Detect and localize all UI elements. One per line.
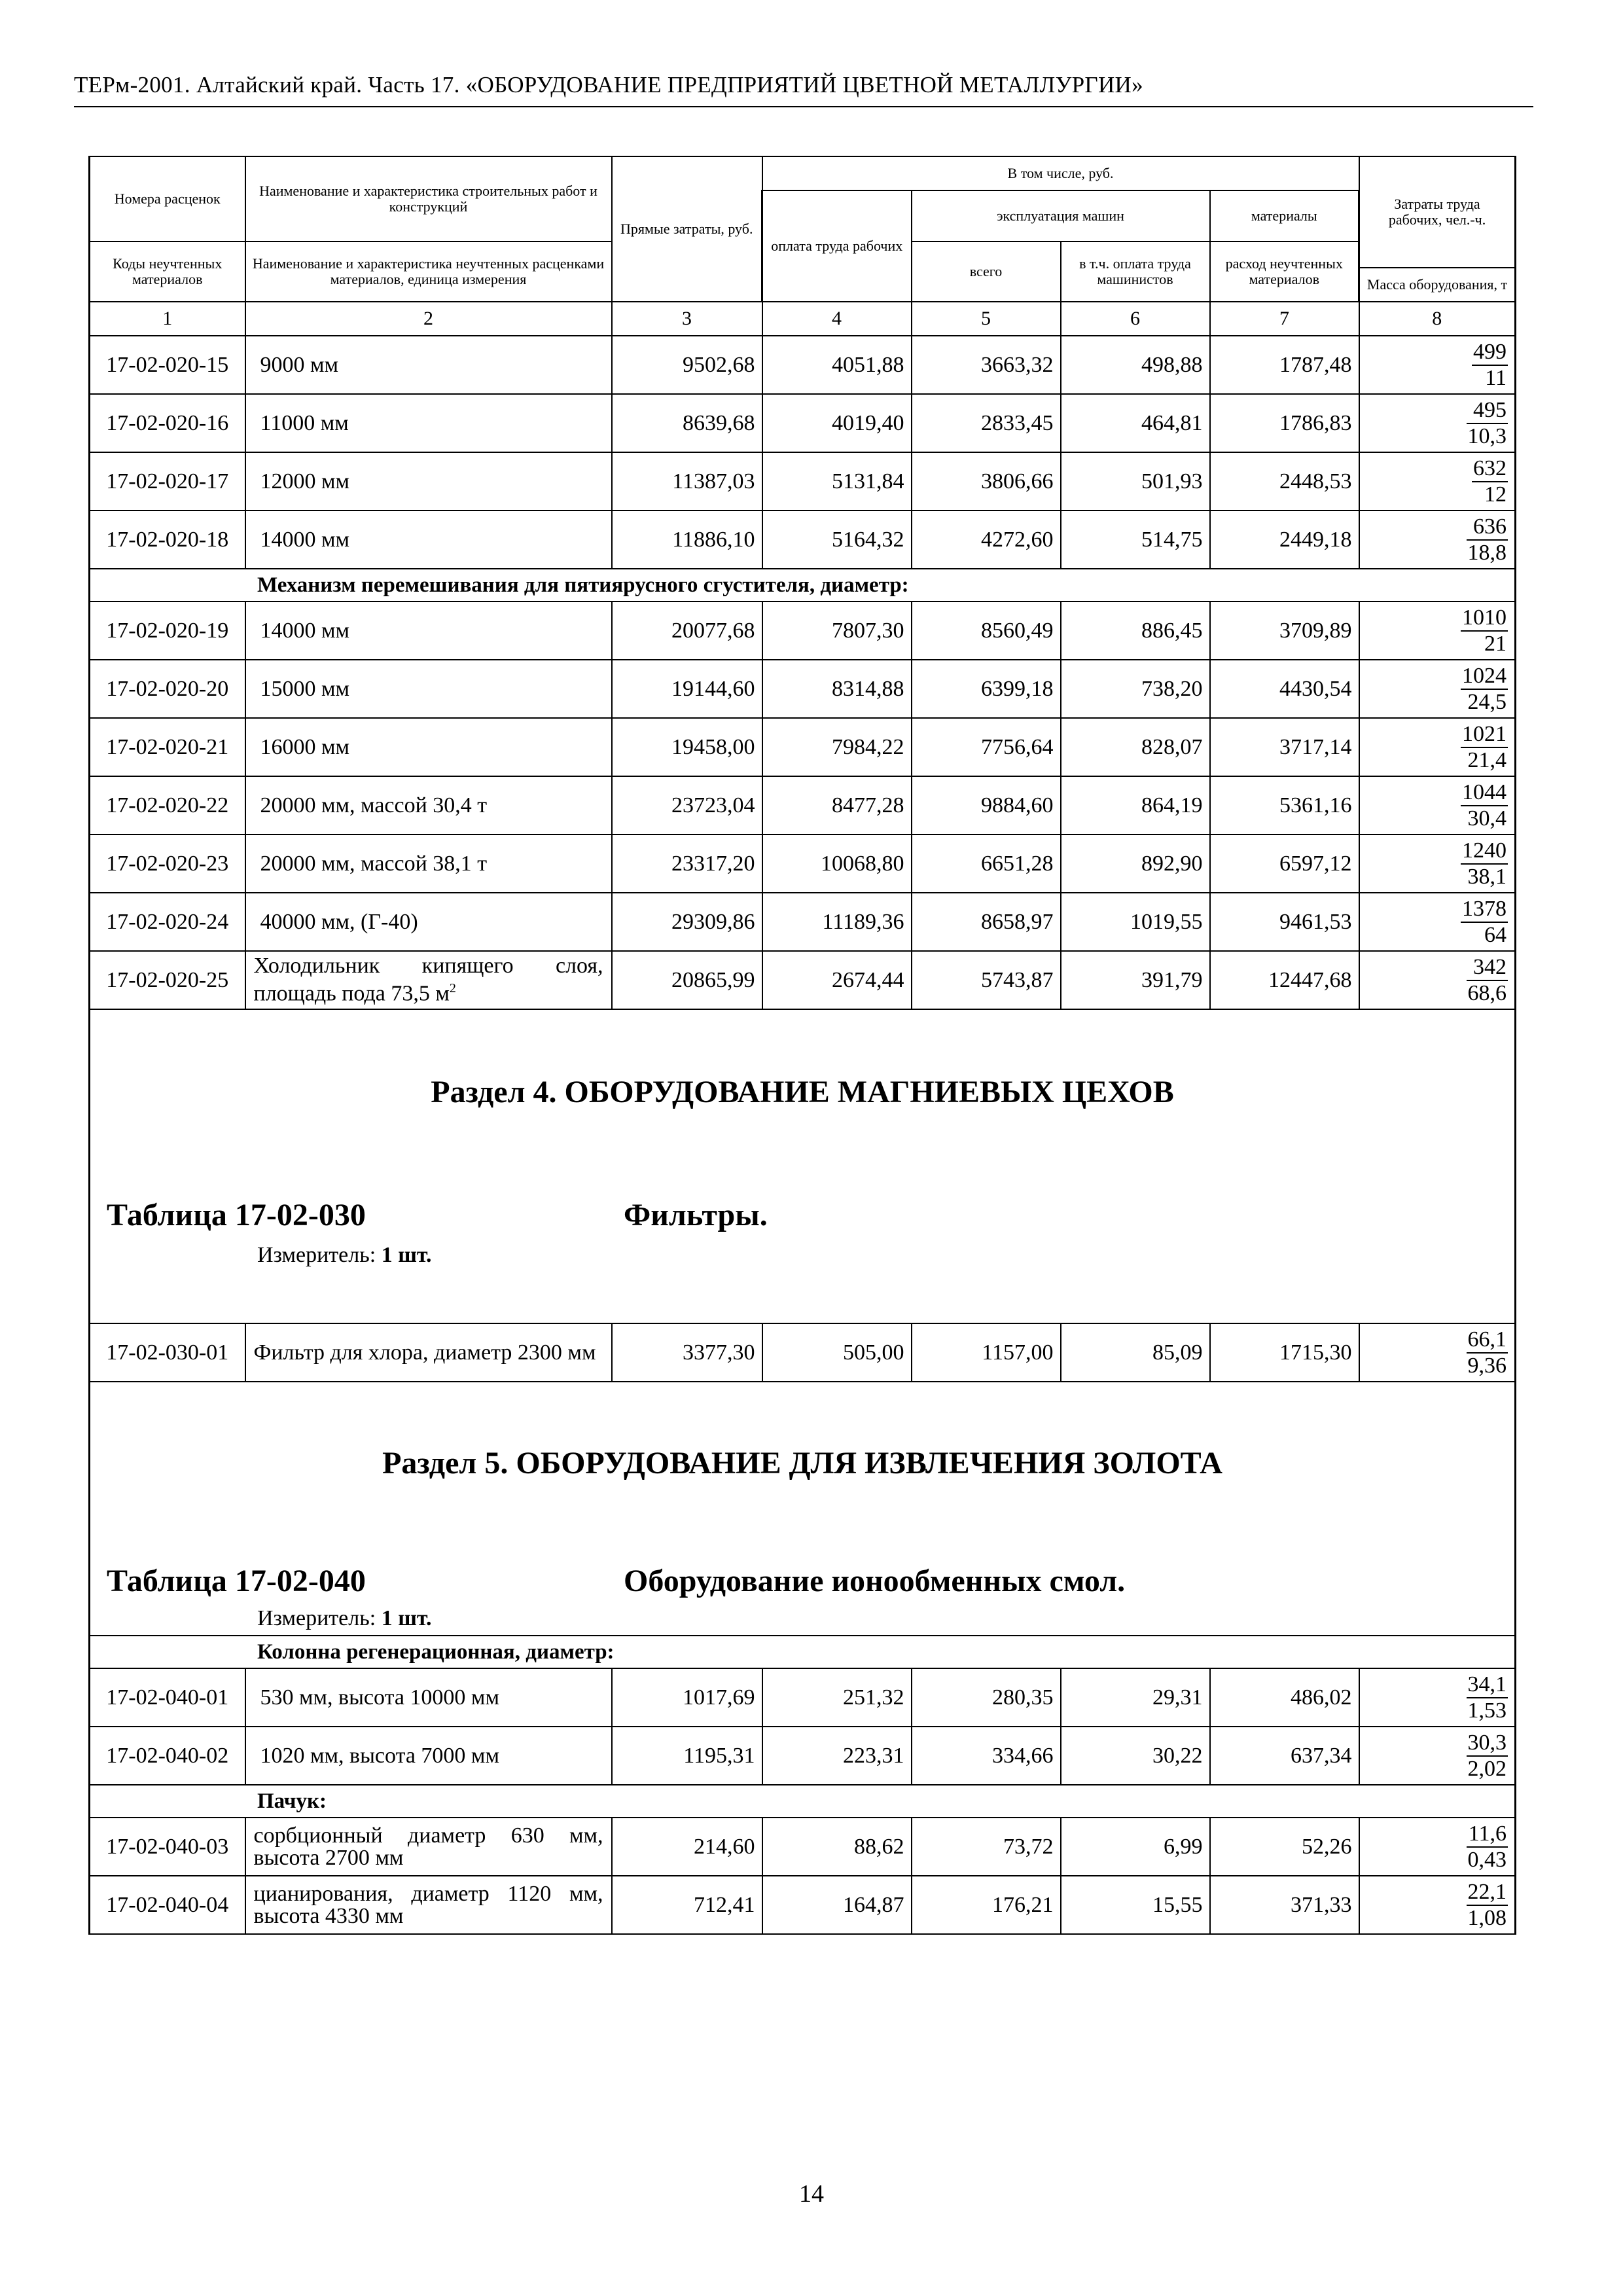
- row-machines-labor: 464,81: [1061, 394, 1210, 452]
- hdr-name: Наименование и характеристика строительных работ и конструкций: [245, 156, 612, 242]
- row-name: 20000 мм, массой 30,4 т: [245, 776, 612, 834]
- row-name: 530 мм, высота 10000 мм: [245, 1668, 612, 1727]
- section-4-block: [90, 1009, 1516, 1323]
- row-labor-mass: $\frac{22,1}{1,08}$: [1359, 1876, 1516, 1934]
- row-materials: 486,02: [1210, 1668, 1359, 1727]
- hdr-codes: Номера расценок: [90, 156, 245, 242]
- row-machines-labor: 29,31: [1061, 1668, 1210, 1727]
- hdr-machines: эксплуатация машин: [912, 190, 1210, 242]
- row-direct: 19458,00: [612, 718, 762, 776]
- subhead-row: [90, 1785, 1516, 1818]
- section-5-block: [90, 1382, 1516, 1636]
- row-direct: 712,41: [612, 1876, 762, 1934]
- price-table: [88, 156, 1516, 1935]
- row-direct: 19144,60: [612, 660, 762, 718]
- table-row: [90, 601, 1516, 660]
- row-labor: 5131,84: [762, 452, 912, 511]
- row-machines: 334,66: [912, 1727, 1061, 1785]
- row-name: Холодильник кипящего слоя, площадь пода 73,5 $м^2$: [245, 951, 612, 1009]
- row-labor: 223,31: [762, 1727, 912, 1785]
- table-row: [90, 452, 1516, 511]
- table-row: [90, 1323, 1516, 1382]
- hdr-materials: материалы: [1210, 190, 1359, 242]
- row-labor-mass: $\frac{1010}{21}$: [1359, 601, 1516, 660]
- hdr-direct: Прямые затраты, руб.: [612, 156, 762, 302]
- col-num: 5: [912, 302, 1061, 336]
- row-materials: 3709,89: [1210, 601, 1359, 660]
- row-code: 17-02-020-15: [90, 336, 245, 394]
- row-machines: 1157,00: [912, 1323, 1061, 1382]
- row-materials: 9461,53: [1210, 893, 1359, 951]
- col-num: 2: [245, 302, 612, 336]
- row-name: 11000 мм: [245, 394, 612, 452]
- row-materials: 2448,53: [1210, 452, 1359, 511]
- row-labor-mass: $\frac{495}{10,3}$: [1359, 394, 1516, 452]
- row-name: сорбционный диаметр 630 мм, высота 2700 мм: [245, 1818, 612, 1876]
- row-direct: 11886,10: [612, 511, 762, 569]
- section-title: Раздел 4. ОБОРУДОВАНИЕ МАГНИЕВЫХ ЦЕХОВ: [431, 1075, 1174, 1109]
- row-labor-mass: $\frac{1021}{21,4}$: [1359, 718, 1516, 776]
- row-direct: 3377,30: [612, 1323, 762, 1382]
- row-name: 15000 мм: [245, 660, 612, 718]
- row-name: 12000 мм: [245, 452, 612, 511]
- row-materials: 5361,16: [1210, 776, 1359, 834]
- row-labor-mass: $\frac{1024}{24,5}$: [1359, 660, 1516, 718]
- row-labor-mass: $\frac{30,3}{2,02}$: [1359, 1727, 1516, 1785]
- row-name: цианирования, диаметр 1120 мм, высота 4330 мм: [245, 1876, 612, 1934]
- table-row: [90, 511, 1516, 569]
- hdr-materials-usage: расход неучтенных материалов: [1210, 242, 1359, 302]
- row-machines-labor: 886,45: [1061, 601, 1210, 660]
- row-machines-labor: 864,19: [1061, 776, 1210, 834]
- col-num: 7: [1210, 302, 1359, 336]
- hdr-labor: оплата труда рабочих: [762, 190, 912, 302]
- subhead-mixing-mechanism: Механизм перемешивания для пятиярусного сгустителя, диаметр:: [90, 569, 1516, 601]
- hdr-machines-total: всего: [912, 242, 1061, 302]
- row-machines: 2833,45: [912, 394, 1061, 452]
- row-labor-mass: $\frac{11,6}{0,43}$: [1359, 1818, 1516, 1876]
- row-name: 14000 мм: [245, 511, 612, 569]
- row-code: 17-02-020-21: [90, 718, 245, 776]
- row-materials: 3717,14: [1210, 718, 1359, 776]
- row-direct: 11387,03: [612, 452, 762, 511]
- row-materials: 6597,12: [1210, 834, 1359, 893]
- row-name: Фильтр для хлора, диаметр 2300 мм: [245, 1323, 612, 1382]
- row-code: 17-02-020-20: [90, 660, 245, 718]
- row-labor-mass: $\frac{342}{68,6}$: [1359, 951, 1516, 1009]
- row-machines: 280,35: [912, 1668, 1061, 1727]
- row-machines: 3663,32: [912, 336, 1061, 394]
- row-machines-labor: 15,55: [1061, 1876, 1210, 1934]
- row-machines: 4272,60: [912, 511, 1061, 569]
- row-labor-mass: $\frac{1240}{38,1}$: [1359, 834, 1516, 893]
- section-title: Раздел 5. ОБОРУДОВАНИЕ ДЛЯ ИЗВЛЕЧЕНИЯ ЗОЛОТА: [382, 1446, 1222, 1480]
- row-machines-labor: 391,79: [1061, 951, 1210, 1009]
- row-materials: 2449,18: [1210, 511, 1359, 569]
- table-row: [90, 834, 1516, 893]
- row-labor: 8314,88: [762, 660, 912, 718]
- subhead-row: [90, 1636, 1516, 1668]
- row-labor: 4019,40: [762, 394, 912, 452]
- row-code: 17-02-040-01: [90, 1668, 245, 1727]
- table-name: Оборудование ионообменных смол.: [624, 1564, 1126, 1598]
- row-machines-labor: 892,90: [1061, 834, 1210, 893]
- row-machines-labor: 501,93: [1061, 452, 1210, 511]
- table-row: [90, 776, 1516, 834]
- row-materials: 52,26: [1210, 1818, 1359, 1876]
- col-num: 4: [762, 302, 912, 336]
- row-labor: 10068,80: [762, 834, 912, 893]
- row-labor-mass: $\frac{34,1}{1,53}$: [1359, 1668, 1516, 1727]
- row-labor: 7807,30: [762, 601, 912, 660]
- subhead-pachuk: Пачук:: [90, 1785, 1516, 1818]
- row-direct: 1017,69: [612, 1668, 762, 1727]
- row-labor: 164,87: [762, 1876, 912, 1934]
- row-name: 20000 мм, массой 38,1 т: [245, 834, 612, 893]
- row-code: 17-02-020-24: [90, 893, 245, 951]
- row-materials: 1787,48: [1210, 336, 1359, 394]
- row-name: 1020 мм, высота 7000 мм: [245, 1727, 612, 1785]
- row-labor-mass: $\frac{636}{18,8}$: [1359, 511, 1516, 569]
- row-name: 9000 мм: [245, 336, 612, 394]
- row-machines: 6651,28: [912, 834, 1061, 893]
- row-machines-labor: 6,99: [1061, 1818, 1210, 1876]
- row-direct: 8639,68: [612, 394, 762, 452]
- row-machines: 3806,66: [912, 452, 1061, 511]
- row-materials: 637,34: [1210, 1727, 1359, 1785]
- table-row: [90, 1668, 1516, 1727]
- table-row: [90, 1876, 1516, 1934]
- row-materials: 1715,30: [1210, 1323, 1359, 1382]
- col-num: 3: [612, 302, 762, 336]
- row-code: 17-02-020-23: [90, 834, 245, 893]
- hdr-including: В том числе, руб.: [762, 156, 1359, 190]
- row-machines: 8658,97: [912, 893, 1061, 951]
- row-machines: 73,72: [912, 1818, 1061, 1876]
- col-num: 1: [90, 302, 245, 336]
- row-machines: 9884,60: [912, 776, 1061, 834]
- row-labor-mass: $\frac{499}{11}$: [1359, 336, 1516, 394]
- row-machines-labor: 498,88: [1061, 336, 1210, 394]
- column-numbers-row: [90, 302, 1516, 336]
- row-labor: 7984,22: [762, 718, 912, 776]
- row-direct: 29309,86: [612, 893, 762, 951]
- row-name: 16000 мм: [245, 718, 612, 776]
- row-labor-mass: $\frac{632}{12}$: [1359, 452, 1516, 511]
- row-code: 17-02-030-01: [90, 1323, 245, 1382]
- row-direct: 1195,31: [612, 1727, 762, 1785]
- row-machines-labor: 828,07: [1061, 718, 1210, 776]
- row-direct: 9502,68: [612, 336, 762, 394]
- subhead-regeneration-column: Колонна регенерационная, диаметр:: [90, 1636, 1516, 1668]
- row-labor-mass: $\frac{1378}{64}$: [1359, 893, 1516, 951]
- row-name: 40000 мм, (Г-40): [245, 893, 612, 951]
- table-row: [90, 718, 1516, 776]
- table-row: [90, 394, 1516, 452]
- row-materials: 371,33: [1210, 1876, 1359, 1934]
- unit-of-measure: Измеритель: 1 шт.: [257, 1606, 432, 1630]
- row-machines-labor: 514,75: [1061, 511, 1210, 569]
- row-materials: 12447,68: [1210, 951, 1359, 1009]
- row-labor: 88,62: [762, 1818, 912, 1876]
- row-code: 17-02-020-19: [90, 601, 245, 660]
- table-row: [90, 336, 1516, 394]
- row-labor: 505,00: [762, 1323, 912, 1382]
- hdr-material-codes: Коды неучтенных материалов: [90, 242, 245, 302]
- hdr-mass: Масса оборудования, т: [1359, 268, 1516, 302]
- row-machines-labor: 85,09: [1061, 1323, 1210, 1382]
- row-code: 17-02-020-16: [90, 394, 245, 452]
- row-code: 17-02-040-04: [90, 1876, 245, 1934]
- row-code: 17-02-020-17: [90, 452, 245, 511]
- row-code: 17-02-020-18: [90, 511, 245, 569]
- row-machines: 8560,49: [912, 601, 1061, 660]
- header-rule: [74, 106, 1533, 107]
- row-labor: 2674,44: [762, 951, 912, 1009]
- page-number: 14: [799, 2180, 824, 2208]
- hdr-material-name: Наименование и характеристика неучтенных расценками материалов, единица измерения: [245, 242, 612, 302]
- subhead-row: [90, 569, 1516, 601]
- table-row: [90, 893, 1516, 951]
- row-direct: 20865,99: [612, 951, 762, 1009]
- row-materials: 1786,83: [1210, 394, 1359, 452]
- row-code: 17-02-040-02: [90, 1727, 245, 1785]
- row-machines-labor: 738,20: [1061, 660, 1210, 718]
- table-row: [90, 1727, 1516, 1785]
- row-labor-mass: $\frac{1044}{30,4}$: [1359, 776, 1516, 834]
- row-direct: 214,60: [612, 1818, 762, 1876]
- row-machines: 176,21: [912, 1876, 1061, 1934]
- row-code: 17-02-040-03: [90, 1818, 245, 1876]
- table-name: Фильтры.: [624, 1198, 768, 1232]
- row-direct: 23723,04: [612, 776, 762, 834]
- row-machines: 6399,18: [912, 660, 1061, 718]
- page-header: ТЕРм-2001. Алтайский край. Часть 17. «ОБОРУДОВАНИЕ ПРЕДПРИЯТИЙ ЦВЕТНОЙ МЕТАЛЛУРГИИ»: [74, 72, 1143, 98]
- row-materials: 4430,54: [1210, 660, 1359, 718]
- row-code: 17-02-020-22: [90, 776, 245, 834]
- table-number: Таблица 17-02-030: [107, 1198, 366, 1232]
- hdr-machines-labor: в т.ч. оплата труда машинистов: [1061, 242, 1210, 302]
- row-machines: 7756,64: [912, 718, 1061, 776]
- table-row: [90, 1818, 1516, 1876]
- col-num: 6: [1061, 302, 1210, 336]
- row-labor: 5164,32: [762, 511, 912, 569]
- table-number: Таблица 17-02-040: [107, 1564, 366, 1598]
- hdr-labor-hours: Затраты труда рабочих, чел.-ч.: [1359, 156, 1516, 268]
- table-row: [90, 660, 1516, 718]
- row-machines-labor: 1019,55: [1061, 893, 1210, 951]
- unit-of-measure: Измеритель: 1 шт.: [257, 1243, 432, 1267]
- col-num: 8: [1359, 302, 1516, 336]
- table-row: [90, 951, 1516, 1009]
- row-labor-mass: $\frac{66,1}{9,36}$: [1359, 1323, 1516, 1382]
- row-machines-labor: 30,22: [1061, 1727, 1210, 1785]
- row-code: 17-02-020-25: [90, 951, 245, 1009]
- row-labor: 11189,36: [762, 893, 912, 951]
- row-machines: 5743,87: [912, 951, 1061, 1009]
- row-labor: 251,32: [762, 1668, 912, 1727]
- row-name: 14000 мм: [245, 601, 612, 660]
- row-labor: 4051,88: [762, 336, 912, 394]
- row-direct: 20077,68: [612, 601, 762, 660]
- row-labor: 8477,28: [762, 776, 912, 834]
- row-direct: 23317,20: [612, 834, 762, 893]
